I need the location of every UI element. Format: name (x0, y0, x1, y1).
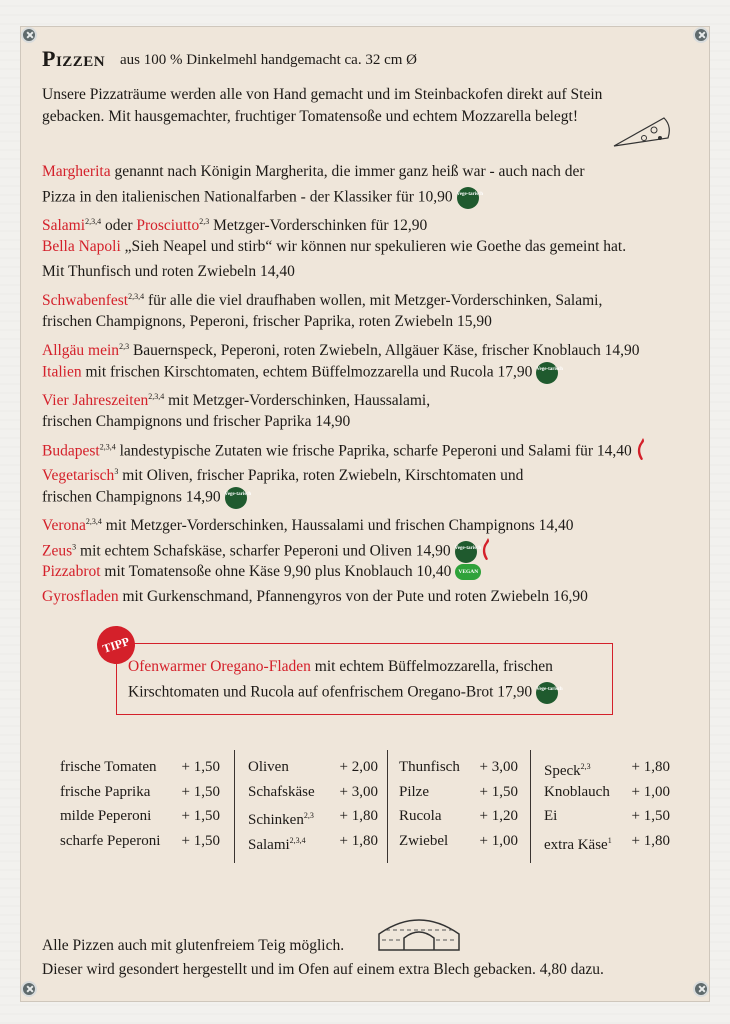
pizza-name: Schwabenfest (42, 292, 129, 309)
extra-name-text: milde Peperoni (60, 808, 152, 825)
pizza-description: mit Tomatensoße ohne Käse 9,90 plus Knoblauch 10,40 (104, 563, 452, 580)
extra-name (544, 804, 557, 829)
extra-name (544, 829, 612, 854)
extra-item (60, 829, 220, 854)
divider (387, 750, 388, 863)
menu-line (42, 262, 295, 282)
extra-item (544, 755, 670, 780)
menu-line (42, 312, 492, 332)
extra-price: + 3,00 (479, 759, 518, 775)
allergen-note: 2,3 (303, 811, 314, 821)
allergen-note: 1 (607, 836, 612, 846)
divider (530, 750, 531, 863)
extra-price: + 1,20 (479, 808, 518, 825)
menu-line (42, 462, 523, 486)
extra-name (399, 804, 442, 829)
extra-name-text: Ei (544, 808, 558, 825)
menu-line (42, 362, 563, 384)
menu-line (42, 212, 427, 236)
screw-icon (21, 981, 37, 997)
menu-line (42, 512, 574, 536)
extra-price: + 1,50 (181, 808, 220, 825)
extra-name-text: Knoblauch (544, 783, 610, 800)
tipp-box (116, 643, 613, 715)
page-title: Pizzen (42, 46, 106, 71)
pizza-description: mit echtem Schafskäse, scharfer Peperoni und Oliven 14,90 (80, 542, 451, 560)
extra-price: + 1,50 (479, 783, 518, 800)
chili-icon (481, 537, 493, 567)
chili-icon (636, 437, 648, 467)
extra-price: + 1,50 (631, 808, 670, 825)
pizza-description: mit Gurkenschmand, Pfannengyros von der Pute und roten Zwiebeln 16,90 (122, 588, 588, 605)
pizza-description: mit Metzger-Vorderschinken, Haussalami und frischen Champignons 14,40 (105, 517, 574, 534)
pizza-description: Mit Thunfisch und roten Zwiebeln 14,40 (42, 263, 295, 280)
connector: oder (104, 217, 133, 234)
pizza-description: mit Metzger-Vorderschinken, Haussalami, (168, 392, 431, 409)
pizza-description: „Sieh Neapel und stirb“ wir können nur spekulieren wie Goethe das gemeint hat. (124, 238, 627, 255)
menu-line (42, 337, 640, 361)
extra-name-text: Speck (544, 763, 581, 779)
pizza-description: landestypische Zutaten wie frische Paprika, scharfe Peperoni und Salami für 14,40 (119, 442, 632, 460)
extras-column (544, 755, 670, 854)
tipp-desc: Kirschtomaten und Rucola auf ofenfrischem Oregano-Brot 17,90 (128, 683, 533, 701)
menu-line (42, 587, 588, 607)
extra-item (60, 780, 220, 805)
subtitle: aus 100 % Dinkelmehl handgemacht ca. 32 cm Ø (120, 52, 417, 68)
extra-name-text: Salami (248, 837, 290, 854)
extras-column (60, 755, 220, 854)
screw-icon (21, 27, 37, 43)
pizza-description: für alle die viel draufhaben wollen, mit Metzger-Vorderschinken, Salami, (147, 292, 603, 309)
divider (234, 750, 235, 863)
allergen-note: 3 (72, 542, 77, 552)
allergen-note: 3 (114, 467, 119, 476)
pizza-description: frischen Champignons und frischer Paprika 14,90 (42, 413, 351, 430)
pizza-name: Prosciutto (136, 217, 200, 234)
extra-price: + 1,80 (631, 833, 670, 850)
extra-item (248, 804, 378, 829)
extra-name-text: Thunfisch (399, 759, 460, 775)
allergen-note: 2,3,4 (99, 442, 116, 452)
extra-name (60, 755, 157, 780)
pizza-name: Budapest (42, 442, 100, 460)
extra-item (248, 829, 378, 854)
extra-name (399, 780, 429, 805)
extra-name (60, 780, 150, 805)
extra-item (544, 780, 670, 805)
screw-icon (693, 27, 709, 43)
allergen-note: 2,3 (119, 342, 130, 351)
pizza-description: Bauernspeck, Peperoni, roten Zwiebeln, Allgäuer Käse, frischer Knoblauch 14,90 (132, 342, 640, 359)
menu-line (42, 162, 585, 182)
pizza-name: Gyrosfladen (42, 588, 119, 605)
tipp-badge: TIPP (92, 621, 140, 669)
pizza-description: frischen Champignons, Peperoni, frischer Paprika, roten Zwiebeln 15,90 (42, 313, 492, 330)
vegetarian-badge-icon: Vege-tarisch (536, 682, 558, 704)
allergen-note: 2,3,4 (128, 292, 145, 301)
pizza-description: Metzger-Vorderschinken für 12,90 (213, 217, 428, 234)
pizza-name: Vegetarisch (42, 467, 115, 484)
extra-price: + 1,00 (479, 833, 518, 850)
pizza-name: Allgäu mein (42, 342, 120, 359)
menu-line (42, 237, 626, 257)
extra-item (544, 829, 670, 854)
extra-name (399, 755, 460, 780)
extra-item (399, 780, 518, 805)
extra-name (248, 755, 289, 780)
extra-price: + 1,80 (631, 759, 670, 775)
extra-item (248, 780, 378, 805)
pizza-description: Pizza in den italienischen Nationalfarben - der Klassiker für 10,90 (42, 188, 453, 206)
pizza-description: mit frischen Kirschtomaten, echtem Büffelmozzarella und Rucola 17,90 (85, 363, 533, 381)
extra-name-text: Rucola (399, 808, 442, 825)
vegetarian-badge-icon: Vege-tarisch (536, 362, 558, 384)
footer-line: Dieser wird gesondert hergestellt und im Ofen auf einem extra Blech gebacken. 4,80 dazu. (42, 961, 604, 978)
pizza-name: Verona (42, 517, 86, 534)
extra-price: + 2,00 (339, 759, 378, 775)
extra-price: + 1,50 (181, 783, 220, 800)
extra-item (248, 755, 378, 780)
extra-name-text: frische Paprika (60, 783, 151, 800)
footer-line: Alle Pizzen auch mit glutenfreiem Teig möglich. (42, 937, 345, 954)
extra-name-text: extra Käse (544, 837, 608, 854)
menu-line (42, 287, 602, 311)
extra-name-text: Schinken (248, 812, 304, 829)
extra-price: + 1,50 (181, 759, 220, 775)
extra-item (399, 829, 518, 854)
extra-price: + 1,80 (339, 833, 378, 850)
extra-name (60, 804, 151, 829)
extra-name-text: Zwiebel (399, 833, 449, 850)
tipp-line-1 (128, 657, 553, 677)
vegan-badge-icon: VEGAN (455, 564, 481, 580)
pizza-name: Zeus (42, 542, 73, 560)
menu-line (42, 187, 484, 209)
extra-price: + 1,80 (339, 808, 378, 825)
vegetarian-badge-icon: Vege-tarisch (455, 541, 477, 563)
pizza-name: Salami (42, 217, 86, 234)
vegetarian-badge-icon: Vege-tarisch (457, 187, 479, 209)
pizza-description: genannt nach Königin Margherita, die immer ganz heiß war - auch nach der (114, 163, 585, 180)
menu-line (42, 412, 350, 432)
menu-line (42, 487, 252, 509)
extra-price: + 3,00 (339, 783, 378, 800)
extra-name (248, 804, 314, 829)
menu-line (42, 387, 430, 411)
pizza-description: mit Oliven, frischer Paprika, roten Zwiebeln, Kirschtomaten und (122, 467, 524, 484)
allergen-note: 2,3,4 (85, 217, 102, 226)
tipp-name: Ofenwarmer Oregano-Fladen (128, 658, 311, 675)
pizza-name: Vier Jahreszeiten (42, 392, 149, 409)
extra-item (60, 755, 220, 780)
extras-column (399, 755, 518, 854)
extra-name-text: frische Tomaten (60, 759, 157, 775)
menu-line (42, 562, 481, 582)
extra-item (399, 755, 518, 780)
pizza-name: Bella Napoli (42, 238, 121, 255)
pizza-name: Pizzabrot (42, 563, 101, 580)
extra-name (544, 755, 591, 780)
extra-name-text: Schafskäse (248, 783, 315, 800)
extra-item (60, 804, 220, 829)
extras-column (248, 755, 378, 854)
extra-name-text: scharfe Peperoni (60, 833, 161, 850)
pizza-slice-icon (612, 116, 672, 150)
extra-item (544, 804, 670, 829)
pizza-name: Italien (42, 363, 82, 381)
extra-name (399, 829, 448, 854)
allergen-note: 2,3,4 (148, 392, 165, 401)
extra-name-text: Pilze (399, 783, 429, 800)
intro-line: gebacken. Mit hausgemachter, fruchtiger Tomatensoße und echtem Mozzarella belegt! (42, 108, 578, 125)
pizza-description: frischen Champignons 14,90 (42, 488, 221, 506)
tipp-desc: mit echtem Büffelmozzarella, frischen (314, 658, 553, 675)
extra-name-text: Oliven (248, 759, 289, 775)
vegetarian-badge-icon: Vege-tarisch (225, 487, 247, 509)
allergen-note: 2,3 (580, 762, 591, 771)
allergen-note: 2,3,4 (289, 836, 306, 846)
allergen-note: 2,3,4 (85, 517, 102, 526)
extra-name (248, 780, 315, 805)
allergen-note: 2,3 (199, 217, 210, 226)
extra-item (399, 804, 518, 829)
extra-price: + 1,50 (181, 833, 220, 850)
extra-price: + 1,00 (631, 783, 670, 800)
screw-icon (693, 981, 709, 997)
intro-line: Unsere Pizzaträume werden alle von Hand gemacht und im Steinbackofen direkt auf Stein (42, 86, 603, 103)
pizza-name: Margherita (42, 163, 111, 180)
extra-name (544, 780, 610, 805)
extra-name (60, 829, 160, 854)
oven-icon (374, 912, 464, 952)
tipp-line-2 (128, 682, 563, 704)
extra-name (248, 829, 306, 854)
